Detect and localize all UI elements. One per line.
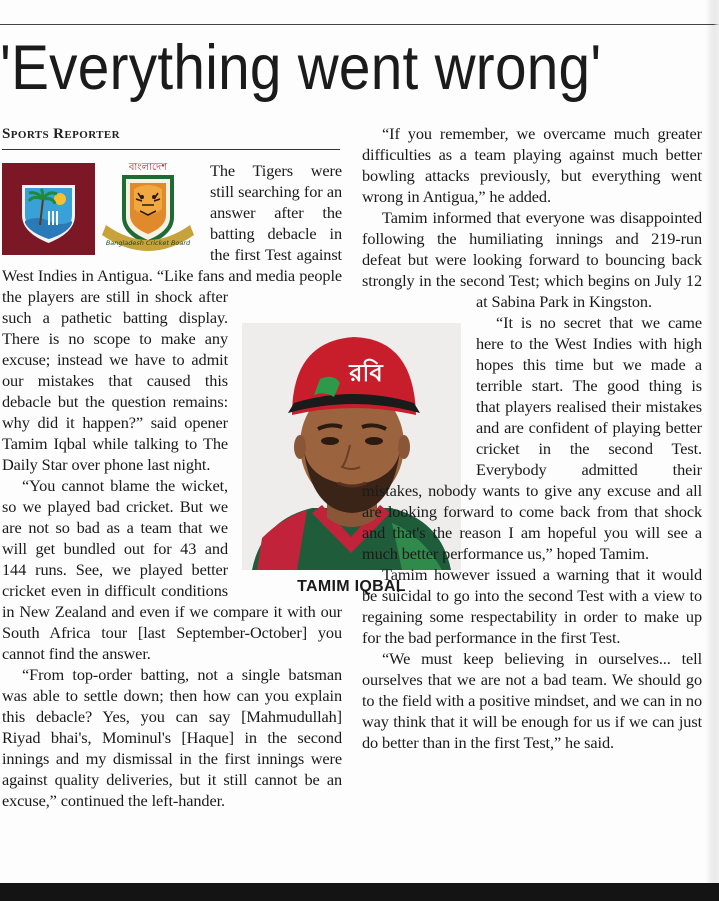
left-paragraph-3: “From top-order batting, not a single batsman was able to settle down; then how can you explain this debacle? Yes, you can say [Mahmudullah] Riyad bhai's, Mominul's [Haque] in the second innings and my dismissal in the first innings were against quality deliveries, but it still cannot be an excuse,” continued the left-hander.: [2, 665, 342, 810]
page-edge-shadow: [705, 0, 719, 901]
byline: Sports Reporter: [2, 126, 120, 142]
bcb-ring-text: Bangladesh Cricket Board: [105, 239, 191, 247]
headline: 'Everything went wrong': [0, 33, 602, 103]
bottom-bar: [0, 883, 719, 901]
right-column: [362, 123, 702, 753]
photo-caption: TAMIM IQBAL: [297, 578, 406, 595]
logo-float-spacer: [2, 160, 210, 265]
bcb-logo-text: বাংলাদেশ: [128, 162, 168, 173]
cap-logo-text: রবি: [349, 359, 383, 387]
byline-rule: [2, 149, 340, 150]
photo-float-spacer-right: [362, 291, 476, 476]
photo-float-spacer-left: [228, 303, 342, 588]
right-paragraph-2: Tamim informed that everyone was disappointed following the humiliating innings and 219-run defeat but were looking forward to bouncing back strongly in the second Test; which begins on July 12 at Sabina Park in Kingston.: [362, 208, 702, 311]
right-paragraph-3: “It is no secret that we came here to the West Indies with high hopes this time but we made a terrible start. The good thing is that players realised their mistakes and are confident of playing better cricket in the second Test. Everybody admitted their mistakes, nobody wants to give any excuse and all are looking forward to come back from that shock and that's the reason I am hopeful you will see a much better performance us,” hoped Tamim.: [362, 313, 702, 563]
left-paragraph-1: The Tigers were still searching for an answer after the batting debacle in the first Test against West Indies in Antigua. “Like fans and media people the players are still in shock after such a pathetic batting display. There is no scope to make any excuse; instead we have to admit our mistakes that caused this debacle but the question remains: why did it happen?” said opener Tamim Iqbal while talking to The Daily Star over phone last night.: [2, 161, 342, 474]
right-paragraph-1: “If you remember, we overcame much greater difficulties as a team playing against much better bowling attacks previously, but everything went wrong in Antigua,” he added.: [362, 124, 702, 206]
left-column: [2, 160, 342, 811]
right-paragraph-5: “We must keep believing in ourselves... tell ourselves that we are not a bad team. We should go to the field with a positive mindset, and we can in no way think that it will be enough for us if we can just do better than in the first Test,” he said.: [362, 649, 702, 752]
previous-page-strip: [0, 0, 719, 8]
right-paragraph-4: Tamim however issued a warning that it would be suicidal to go into the second Test with a view to regaining some respectability in order to make up for the bad performance in the first Test.: [362, 565, 702, 647]
header-rule: [0, 24, 719, 25]
left-paragraph-2: “You cannot blame the wicket, so we played bad cricket. But we are not so bad as a team that we will get bundled out for 43 and 144 runs. See, we played better cricket even in difficult conditions in New Zealand and even if we compare it with our South Africa tour [last September-October] you cannot find the answer.: [2, 476, 342, 663]
